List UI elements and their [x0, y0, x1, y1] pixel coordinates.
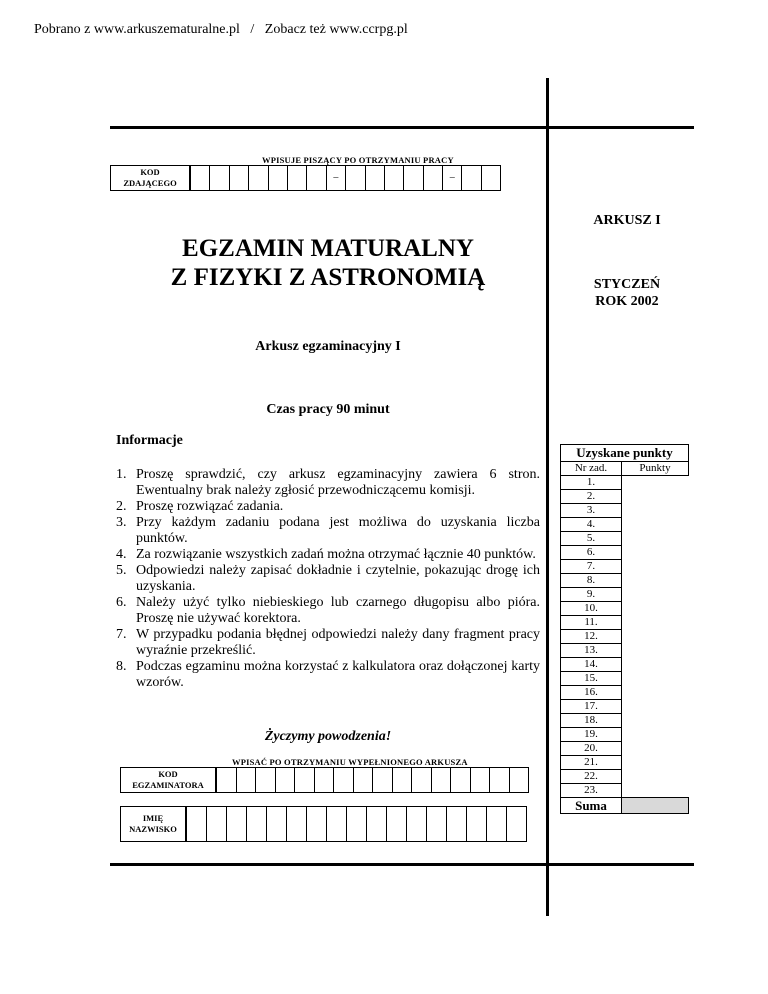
score-col-task: Nr zad. [561, 462, 622, 476]
student-code-cell[interactable] [481, 166, 500, 190]
score-task-number: 23. [561, 784, 622, 798]
examiner-name-label-line2: NAZWISKO [129, 824, 177, 834]
info-item-number: 2. [116, 499, 127, 514]
student-code-cell[interactable] [190, 166, 209, 190]
info-item-text: Proszę sprawdzić, czy arkusz egzaminacyjny zawiera 6 stron. Ewentualny brak należy zgłosić przewodniczącemu komisji. [136, 467, 540, 498]
examiner-code-cell[interactable] [275, 768, 295, 792]
student-code-caption: WPISUJE PISZĄCY PO OTRZYMANIU PRACY [262, 155, 454, 165]
info-item [116, 659, 540, 691]
info-item-text: Za rozwiązanie wszystkich zadań można otrzymać łącznie 40 punktów. [136, 547, 536, 562]
info-item-number: 3. [116, 515, 127, 530]
info-item [116, 499, 540, 515]
score-task-number: 13. [561, 644, 622, 658]
exam-title [110, 234, 546, 292]
score-task-number: 4. [561, 518, 622, 532]
info-item [116, 627, 540, 659]
examiner-name-cell[interactable] [326, 807, 346, 841]
student-code-cell[interactable] [423, 166, 442, 190]
top-rule [110, 126, 694, 129]
info-item-text: Przy każdym zadaniu podana jest możliwa do uzyskania liczba punktów. [136, 515, 540, 546]
score-sum-label: Suma [561, 798, 622, 814]
score-task-number: 1. [561, 476, 622, 490]
student-code-cell[interactable] [229, 166, 248, 190]
examiner-code-cell[interactable] [353, 768, 373, 792]
bottom-rule [110, 863, 694, 866]
exam-title-line2: Z FIZYKI Z ASTRONOMIĄ [170, 264, 486, 291]
score-task-number: 17. [561, 700, 622, 714]
examiner-code-cell[interactable] [333, 768, 353, 792]
examiner-name-label [120, 806, 186, 842]
examiner-code-label-line1: KOD [158, 769, 178, 779]
student-code-cell[interactable] [209, 166, 228, 190]
score-task-number: 15. [561, 672, 622, 686]
score-task-number: 18. [561, 714, 622, 728]
info-item [116, 547, 540, 563]
info-item-text: Proszę rozwiązać zadania. [136, 499, 284, 514]
examiner-name-cell[interactable] [246, 807, 266, 841]
student-code-cell[interactable] [403, 166, 422, 190]
examiner-code-cell[interactable] [411, 768, 431, 792]
examiner-code-cell[interactable] [470, 768, 490, 792]
score-task-number: 21. [561, 756, 622, 770]
score-task-number: 10. [561, 602, 622, 616]
examiner-name-cell[interactable] [466, 807, 486, 841]
examiner-name-cell[interactable] [506, 807, 526, 841]
info-item-text: Odpowiedzi należy zapisać dokładnie i czytelnie, pokazując drogę ich uzyskania. [136, 563, 540, 594]
examiner-code-cell[interactable] [392, 768, 412, 792]
student-code-box [110, 165, 501, 191]
examiner-name-cell[interactable] [346, 807, 366, 841]
examiner-name-cell[interactable] [206, 807, 226, 841]
examiner-code-cell[interactable] [372, 768, 392, 792]
exam-year: ROK 2002 [595, 294, 659, 309]
info-item [116, 563, 540, 595]
student-code-label [110, 165, 190, 191]
info-item-number: 4. [116, 547, 127, 562]
score-task-number: 5. [561, 532, 622, 546]
examiner-name-cell[interactable] [426, 807, 446, 841]
examiner-code-cell[interactable] [431, 768, 451, 792]
examiner-name-cell[interactable] [286, 807, 306, 841]
exam-month: STYCZEŃ [593, 277, 661, 292]
info-list [116, 467, 540, 691]
info-item-number: 6. [116, 595, 127, 610]
examiner-name-cell[interactable] [186, 807, 206, 841]
info-item [116, 467, 540, 499]
examiner-name-label-line1: IMIĘ [142, 813, 164, 823]
student-code-label-line1: KOD [140, 167, 160, 177]
student-code-cells [190, 165, 501, 191]
score-task-number: 12. [561, 630, 622, 644]
info-item-number: 5. [116, 563, 127, 578]
info-item [116, 515, 540, 547]
student-code-cell[interactable] [306, 166, 325, 190]
exam-subtitle: Arkusz egzaminacyjny I [255, 339, 401, 354]
examiner-name-cell[interactable] [226, 807, 246, 841]
score-task-number: 16. [561, 686, 622, 700]
download-source-line: Pobrano z www.arkuszematuralne.pl / Zobacz też www.ccrpg.pl [34, 22, 408, 37]
examiner-name-cell[interactable] [386, 807, 406, 841]
student-code-cell[interactable] [287, 166, 306, 190]
info-item-text: Podczas egzaminu można korzystać z kalkulatora oraz dołączonej karty wzorów. [136, 659, 540, 690]
student-code-dash: – [326, 166, 345, 190]
exam-duration: Czas pracy 90 minut [266, 402, 390, 417]
examiner-name-cell[interactable] [366, 807, 386, 841]
examiner-code-cell[interactable] [294, 768, 314, 792]
info-item-number: 8. [116, 659, 127, 674]
score-task-number: 9. [561, 588, 622, 602]
examiner-code-label [120, 767, 216, 793]
info-item [116, 595, 540, 627]
examiner-code-cell[interactable] [509, 768, 529, 792]
examiner-name-cell[interactable] [446, 807, 466, 841]
examiner-code-cell[interactable] [450, 768, 470, 792]
vertical-divider [546, 78, 549, 916]
score-table-title: Uzyskane punkty [561, 445, 689, 462]
score-task-number: 7. [561, 560, 622, 574]
examiner-name-cell[interactable] [306, 807, 326, 841]
score-task-number: 20. [561, 742, 622, 756]
examiner-code-box [120, 767, 529, 793]
examiner-code-label-line2: EGZAMINATORA [132, 780, 204, 790]
examiner-name-cell[interactable] [266, 807, 286, 841]
student-code-cell[interactable] [345, 166, 364, 190]
student-code-cell[interactable] [365, 166, 384, 190]
score-task-number: 3. [561, 504, 622, 518]
examiner-name-cell[interactable] [406, 807, 426, 841]
student-code-cell[interactable] [268, 166, 287, 190]
examiner-name-box [120, 806, 527, 842]
examiner-code-cell[interactable] [489, 768, 509, 792]
good-luck-wish: Życzymy powodzenia! [264, 729, 392, 744]
student-code-cell[interactable] [384, 166, 403, 190]
examiner-code-cell[interactable] [314, 768, 334, 792]
score-task-number: 6. [561, 546, 622, 560]
score-task-number: 8. [561, 574, 622, 588]
examiner-code-cell[interactable] [236, 768, 256, 792]
score-table-wrapper [560, 444, 689, 814]
examiner-code-cell[interactable] [216, 768, 236, 792]
examiner-code-cell[interactable] [255, 768, 275, 792]
info-item-text: W przypadku podania błędnej odpowiedzi należy dany fragment pracy wyraźnie przekreślić. [136, 627, 540, 658]
sheet-label: ARKUSZ I [593, 213, 661, 228]
score-task-number: 11. [561, 616, 622, 630]
score-col-points: Punkty [622, 462, 689, 476]
exam-title-line1: EGZAMIN MATURALNY [182, 235, 474, 262]
examiner-name-cell[interactable] [486, 807, 506, 841]
student-code-cell[interactable] [461, 166, 480, 190]
info-item-number: 7. [116, 627, 127, 642]
student-code-dash: – [442, 166, 461, 190]
score-task-number: 14. [561, 658, 622, 672]
score-sum-field [622, 798, 689, 814]
examiner-caption: WPISAĆ PO OTRZYMANIU WYPEŁNIONEGO ARKUSZA [232, 757, 468, 767]
examiner-name-cells [186, 806, 527, 842]
examiner-code-cells [216, 767, 529, 793]
student-code-label-line2: ZDAJĄCEGO [123, 178, 177, 188]
info-heading: Informacje [116, 433, 183, 448]
student-code-cell[interactable] [248, 166, 267, 190]
score-table [560, 444, 689, 814]
info-item-text: Należy użyć tylko niebieskiego lub czarnego długopisu albo pióra. Proszę nie używać korektora. [136, 595, 540, 626]
score-task-number: 22. [561, 770, 622, 784]
score-task-number: 19. [561, 728, 622, 742]
score-task-number: 2. [561, 490, 622, 504]
info-item-number: 1. [116, 467, 127, 482]
